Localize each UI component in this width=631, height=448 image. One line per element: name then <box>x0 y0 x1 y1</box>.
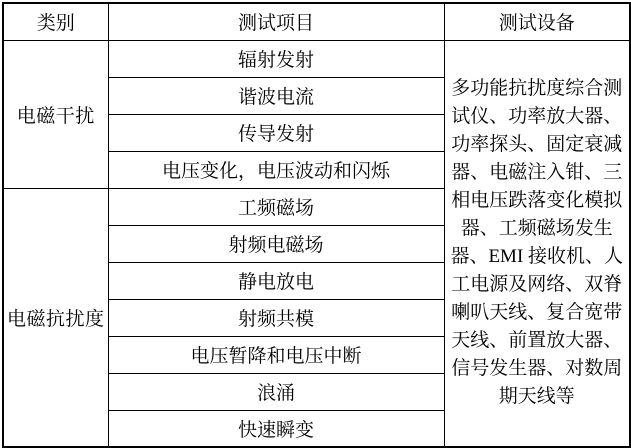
category-immunity-cell: 电磁抗扰度 <box>3 188 108 447</box>
header-test-equipment: 测试设备 <box>444 3 630 40</box>
test-item-cell: 传导发射 <box>108 114 444 151</box>
test-item-cell: 射频共模 <box>108 299 444 336</box>
test-item-cell: 快速瞬变 <box>108 410 444 447</box>
test-item-cell: 辐射发射 <box>108 40 444 77</box>
table-row <box>3 40 630 77</box>
table-header-row <box>3 3 630 40</box>
test-item-cell: 静电放电 <box>108 262 444 299</box>
test-item-cell: 浪涌 <box>108 373 444 410</box>
test-item-cell: 电压变化，电压波动和闪烁 <box>108 151 444 188</box>
equipment-cell: 多功能抗扰度综合测试仪、功率放大器、功率探头、固定衰减器、电磁注入钳、三相电压跌落变化模拟器、工频磁场发生器、EMI 接收机、人工电源及网络、双脊喇叭天线、复合宽带天线、前置放大器、信号发生器、对数周期天线等 <box>444 40 630 447</box>
test-item-cell: 谐波电流 <box>108 77 444 114</box>
header-category: 类别 <box>3 3 108 40</box>
test-item-cell: 射频电磁场 <box>108 225 444 262</box>
header-test-item: 测试项目 <box>108 3 444 40</box>
test-item-cell: 工频磁场 <box>108 188 444 225</box>
test-item-cell: 电压暂降和电压中断 <box>108 336 444 373</box>
category-emi-cell: 电磁干扰 <box>3 40 108 188</box>
emc-test-table <box>2 2 631 448</box>
